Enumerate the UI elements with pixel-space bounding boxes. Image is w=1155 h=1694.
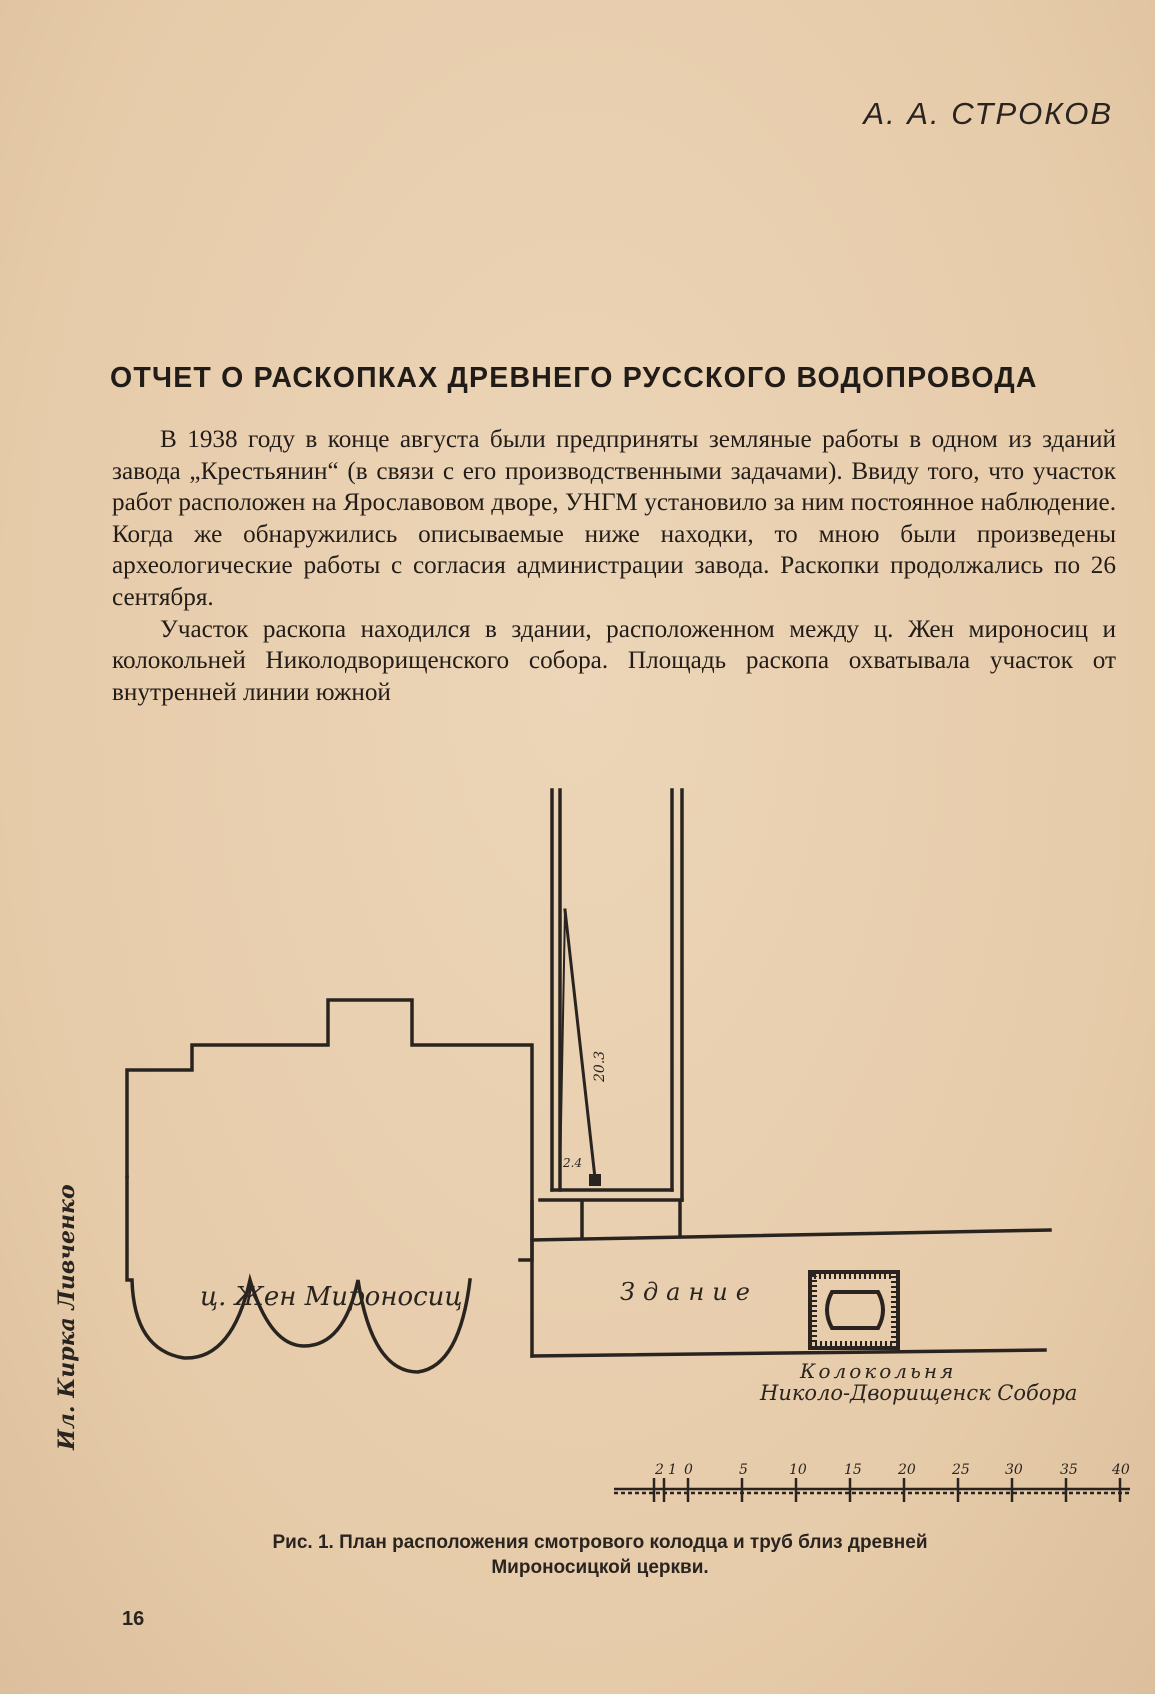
scale-tick: 2 bbox=[655, 1462, 664, 1478]
figure-caption bbox=[150, 1530, 1050, 1580]
belfry-label-line2: Николо-Дворищенск Собора bbox=[760, 1381, 1078, 1405]
church-outline bbox=[127, 1000, 532, 1260]
author-name: А. А. СТРОКОВ bbox=[863, 96, 1113, 131]
building-bottom-wall bbox=[532, 1350, 1045, 1356]
scale-tick: 1 bbox=[668, 1462, 677, 1478]
scale-tick: 30 bbox=[1005, 1462, 1023, 1478]
article-body bbox=[112, 424, 1116, 708]
caption-line-2: Мироносицкой церкви. bbox=[491, 1557, 709, 1578]
well-marker bbox=[589, 1174, 601, 1186]
well-mark-label: 2.4 bbox=[563, 1156, 583, 1170]
building-label: Здание bbox=[620, 1278, 758, 1306]
scale-tick: 25 bbox=[952, 1462, 970, 1478]
illustration-credit: Ил. Кирка Ливченко bbox=[54, 1184, 80, 1450]
scale-tick: 35 bbox=[1060, 1462, 1078, 1478]
scale-tick: 15 bbox=[844, 1462, 862, 1478]
scale-bar bbox=[614, 1478, 1130, 1502]
article-title: ОТЧЕТ О РАСКОПКАХ ДРЕВНЕГО РУССКОГО ВОДОПРОВОДА bbox=[110, 362, 1038, 394]
church-label: ц. Жен Мироносиц bbox=[200, 1282, 463, 1312]
building-top-wall bbox=[532, 1202, 1050, 1240]
scale-tick: 0 bbox=[684, 1462, 693, 1478]
pipe-length-label: 20.3 bbox=[592, 1050, 608, 1082]
page-number: 16 bbox=[122, 1608, 145, 1630]
belfry bbox=[810, 1272, 898, 1348]
scale-tick: 5 bbox=[739, 1462, 748, 1478]
scale-labels bbox=[654, 1462, 1130, 1478]
caption-line-1: Рис. 1. План расположения смотрового колодца и труб близ древней bbox=[272, 1532, 928, 1553]
paragraph-1: В 1938 году в конце августа были предприняты земляные работы в одном из зданий завода „Крестьянин“ (в связи с его производственными задачами). Ввиду того, что участок работ расположен на Ярославовом дворе, УНГМ установило за ним постоянное наблюдение. Когда же обнаружились описываемые ниже находки, то мною были произведены археологические работы с согласия администрации завода. Раскопки продолжались по 26 сентября. bbox=[112, 426, 1116, 611]
site-plan-figure bbox=[0, 760, 1155, 1560]
scale-tick: 20 bbox=[898, 1462, 916, 1478]
scale-tick: 40 bbox=[1112, 1462, 1130, 1478]
paragraph-2: Участок раскопа находился в здании, расположенном между ц. Жен мироносиц и колокольней Николодворищенского собора. Площадь раскопа охватывала участок от внутренней линии южной bbox=[112, 615, 1116, 706]
pipe-line bbox=[565, 910, 595, 1178]
site-plan-drawing bbox=[0, 760, 1155, 1560]
belfry-label-line1: Колокольня bbox=[800, 1359, 957, 1383]
church-apses bbox=[127, 1177, 470, 1372]
scale-tick: 10 bbox=[789, 1462, 807, 1478]
